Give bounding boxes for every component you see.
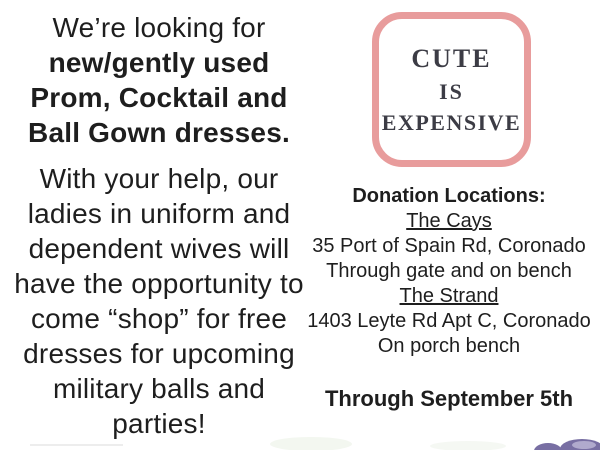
location-note: On porch bench <box>377 335 521 357</box>
bow-left-lobe <box>534 443 562 450</box>
appeal-text-block <box>6 10 312 441</box>
location-note: Through gate and on bench <box>326 260 572 282</box>
badge-word: CUTE <box>411 43 492 73</box>
appeal-line: come “shop” for free <box>30 303 288 334</box>
appeal-line: new/gently used <box>48 47 270 78</box>
location-name: The Strand <box>399 285 499 307</box>
appeal-line: parties! <box>112 408 206 439</box>
location-address: 35 Port of Spain Rd, Coronado <box>312 235 586 257</box>
deadline-text: Through September 5th <box>324 386 574 411</box>
appeal-line: military balls and <box>52 373 266 404</box>
bow-highlight <box>572 441 596 449</box>
cute-is-expensive-badge <box>372 12 531 167</box>
appeal-line: have the opportunity to <box>14 268 304 299</box>
badge-word: EXPENSIVE <box>381 109 522 135</box>
appeal-line: With your help, our <box>39 163 279 194</box>
cropped-photo-smudge <box>430 441 506 450</box>
donation-locations-block <box>298 184 600 359</box>
cropped-photo-smudge <box>270 437 352 450</box>
badge-word: IS <box>439 78 464 104</box>
location-name: The Cays <box>406 210 492 232</box>
donation-locations-heading: Donation Locations: <box>352 185 546 207</box>
purple-bow-icon <box>530 432 600 450</box>
appeal-line: dependent wives will <box>28 233 290 264</box>
appeal-line: ladies in uniform and <box>27 198 291 229</box>
appeal-line: Prom, Cocktail and <box>30 82 288 113</box>
cropped-photo-edge <box>30 444 123 446</box>
appeal-line: Ball Gown dresses. <box>28 117 290 148</box>
appeal-line: dresses for upcoming <box>23 338 295 369</box>
location-address: 1403 Leyte Rd Apt C, Coronado <box>307 310 591 332</box>
appeal-line: We’re looking for <box>52 12 266 43</box>
paragraph-spacer <box>6 150 312 161</box>
